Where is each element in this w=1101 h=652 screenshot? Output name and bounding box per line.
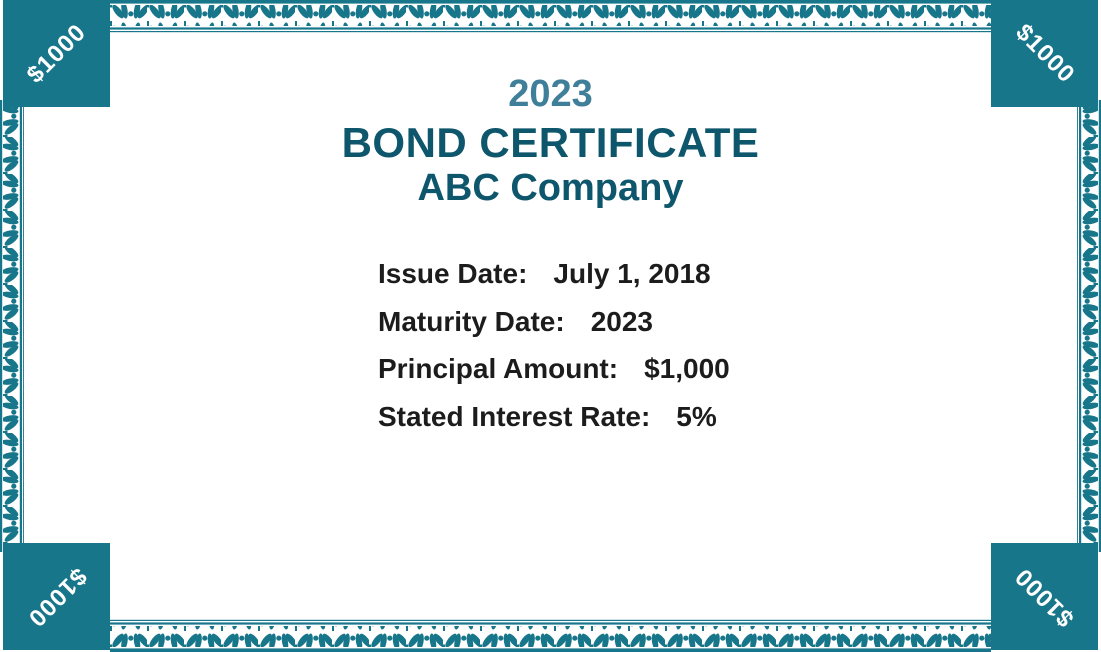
field-value: $1,000 <box>644 353 730 384</box>
field-stated-interest-rate <box>378 393 730 441</box>
denomination-label: $1000 <box>21 18 92 89</box>
company-name: ABC Company <box>417 167 684 210</box>
field-label: Stated Interest Rate: <box>378 400 651 432</box>
border-bottom-ornament <box>110 619 991 652</box>
field-value: July 1, 2018 <box>553 258 711 289</box>
denomination-label: $1000 <box>21 561 92 632</box>
certificate-year: 2023 <box>508 73 593 115</box>
field-maturity-date <box>378 298 730 346</box>
field-label: Principal Amount: <box>378 353 619 384</box>
bond-details <box>378 250 730 440</box>
field-label: Maturity Date: <box>378 305 565 337</box>
field-value: 5% <box>676 400 717 432</box>
title-block <box>0 72 1101 211</box>
field-issue-date <box>378 250 730 298</box>
field-value: 2023 <box>590 305 653 337</box>
corner-denomination-bottom-right <box>991 543 1098 650</box>
border-top-ornament <box>110 0 991 33</box>
denomination-label: $1000 <box>1009 18 1080 89</box>
denomination-label: $1000 <box>1009 561 1080 632</box>
field-label: Issue Date: <box>378 258 528 289</box>
certificate-title: BOND CERTIFICATE <box>341 118 760 166</box>
corner-denomination-bottom-left <box>3 543 110 650</box>
field-principal-amount <box>378 345 730 393</box>
